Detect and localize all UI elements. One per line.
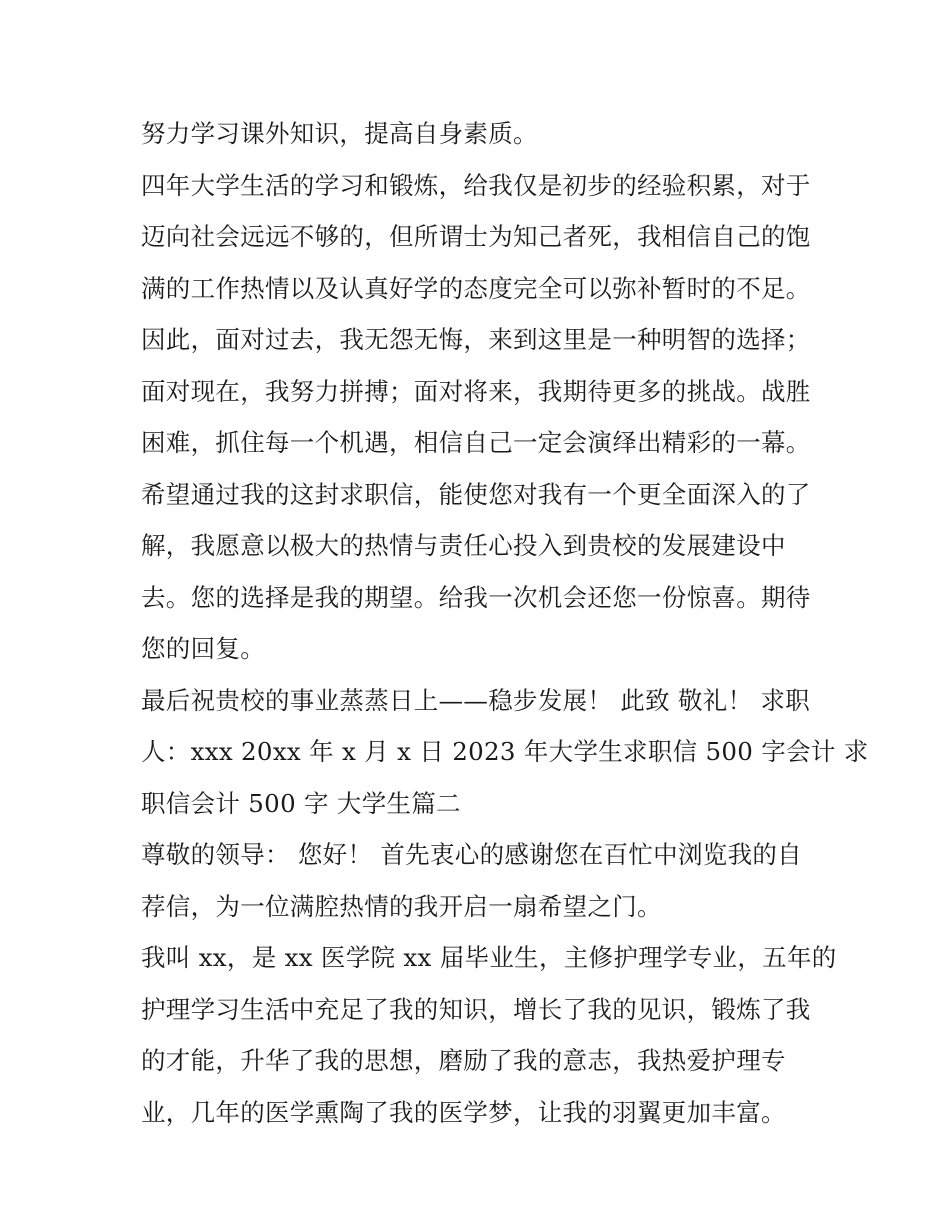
text-line: 您的回复。 xyxy=(141,634,265,663)
text-line: 困难，抓住每一个机遇，相信自己一定会演绎出精彩的一幕。 xyxy=(141,428,811,457)
text-line: 满的工作热情以及认真好学的态度完全可以弥补暂时的不足。 xyxy=(141,273,811,303)
text-line: 尊敬的领导： 您好！ 首先衷心的感谢您在百忙中浏览我的自 xyxy=(141,840,802,869)
text-line: 我叫 xx，是 xx 医学院 xx 届毕业生，主修护理学专业，五年的 xyxy=(141,943,837,972)
document-body xyxy=(141,108,869,1138)
text-line: 去。您的选择是我的期望。给我一次机会还您一份惊喜。期待 xyxy=(141,582,811,612)
text-line: 因此，面对过去，我无怨无悔，来到这里是一种明智的选择； xyxy=(141,325,811,354)
text-line: 荐信，为一位满腔热情的我开启一扇希望之门。 xyxy=(141,891,662,921)
text-line: 面对现在，我努力拼搏；面对将来，我期待更多的挑战。战胜 xyxy=(141,376,811,406)
text-line: 最后祝贵校的事业蒸蒸日上——稳步发展！ 此致 敬礼！ 求职 xyxy=(141,685,811,715)
text-line: 护理学习生活中充足了我的知识，增长了我的见识，锻炼了我 xyxy=(141,994,811,1024)
text-line: 业，几年的医学熏陶了我的医学梦，让我的羽翼更加丰富。 xyxy=(141,1097,786,1127)
text-line: 解，我愿意以极大的热情与责任心投入到贵校的发展建设中 xyxy=(141,531,786,560)
text-line: 四年大学生活的学习和锻炼，给我仅是初步的经验积累，对于 xyxy=(141,170,811,200)
text-line: 努力学习课外知识，提高自身素质。 xyxy=(141,119,538,148)
text-line: 希望通过我的这封求职信，能使您对我有一个更全面深入的了 xyxy=(141,479,811,509)
text-line: 迈向社会远远不够的，但所谓士为知己者死，我相信自己的饱 xyxy=(141,222,811,251)
text-line: 的才能，升华了我的思想，磨励了我的意志，我热爱护理专 xyxy=(141,1046,786,1075)
text-line: 职信会计 500 字 大学生篇二 xyxy=(141,788,461,818)
text-line: 人：xxx 20xx 年 x 月 x 日 2023 年大学生求职信 500 字会计 求 xyxy=(141,737,869,766)
